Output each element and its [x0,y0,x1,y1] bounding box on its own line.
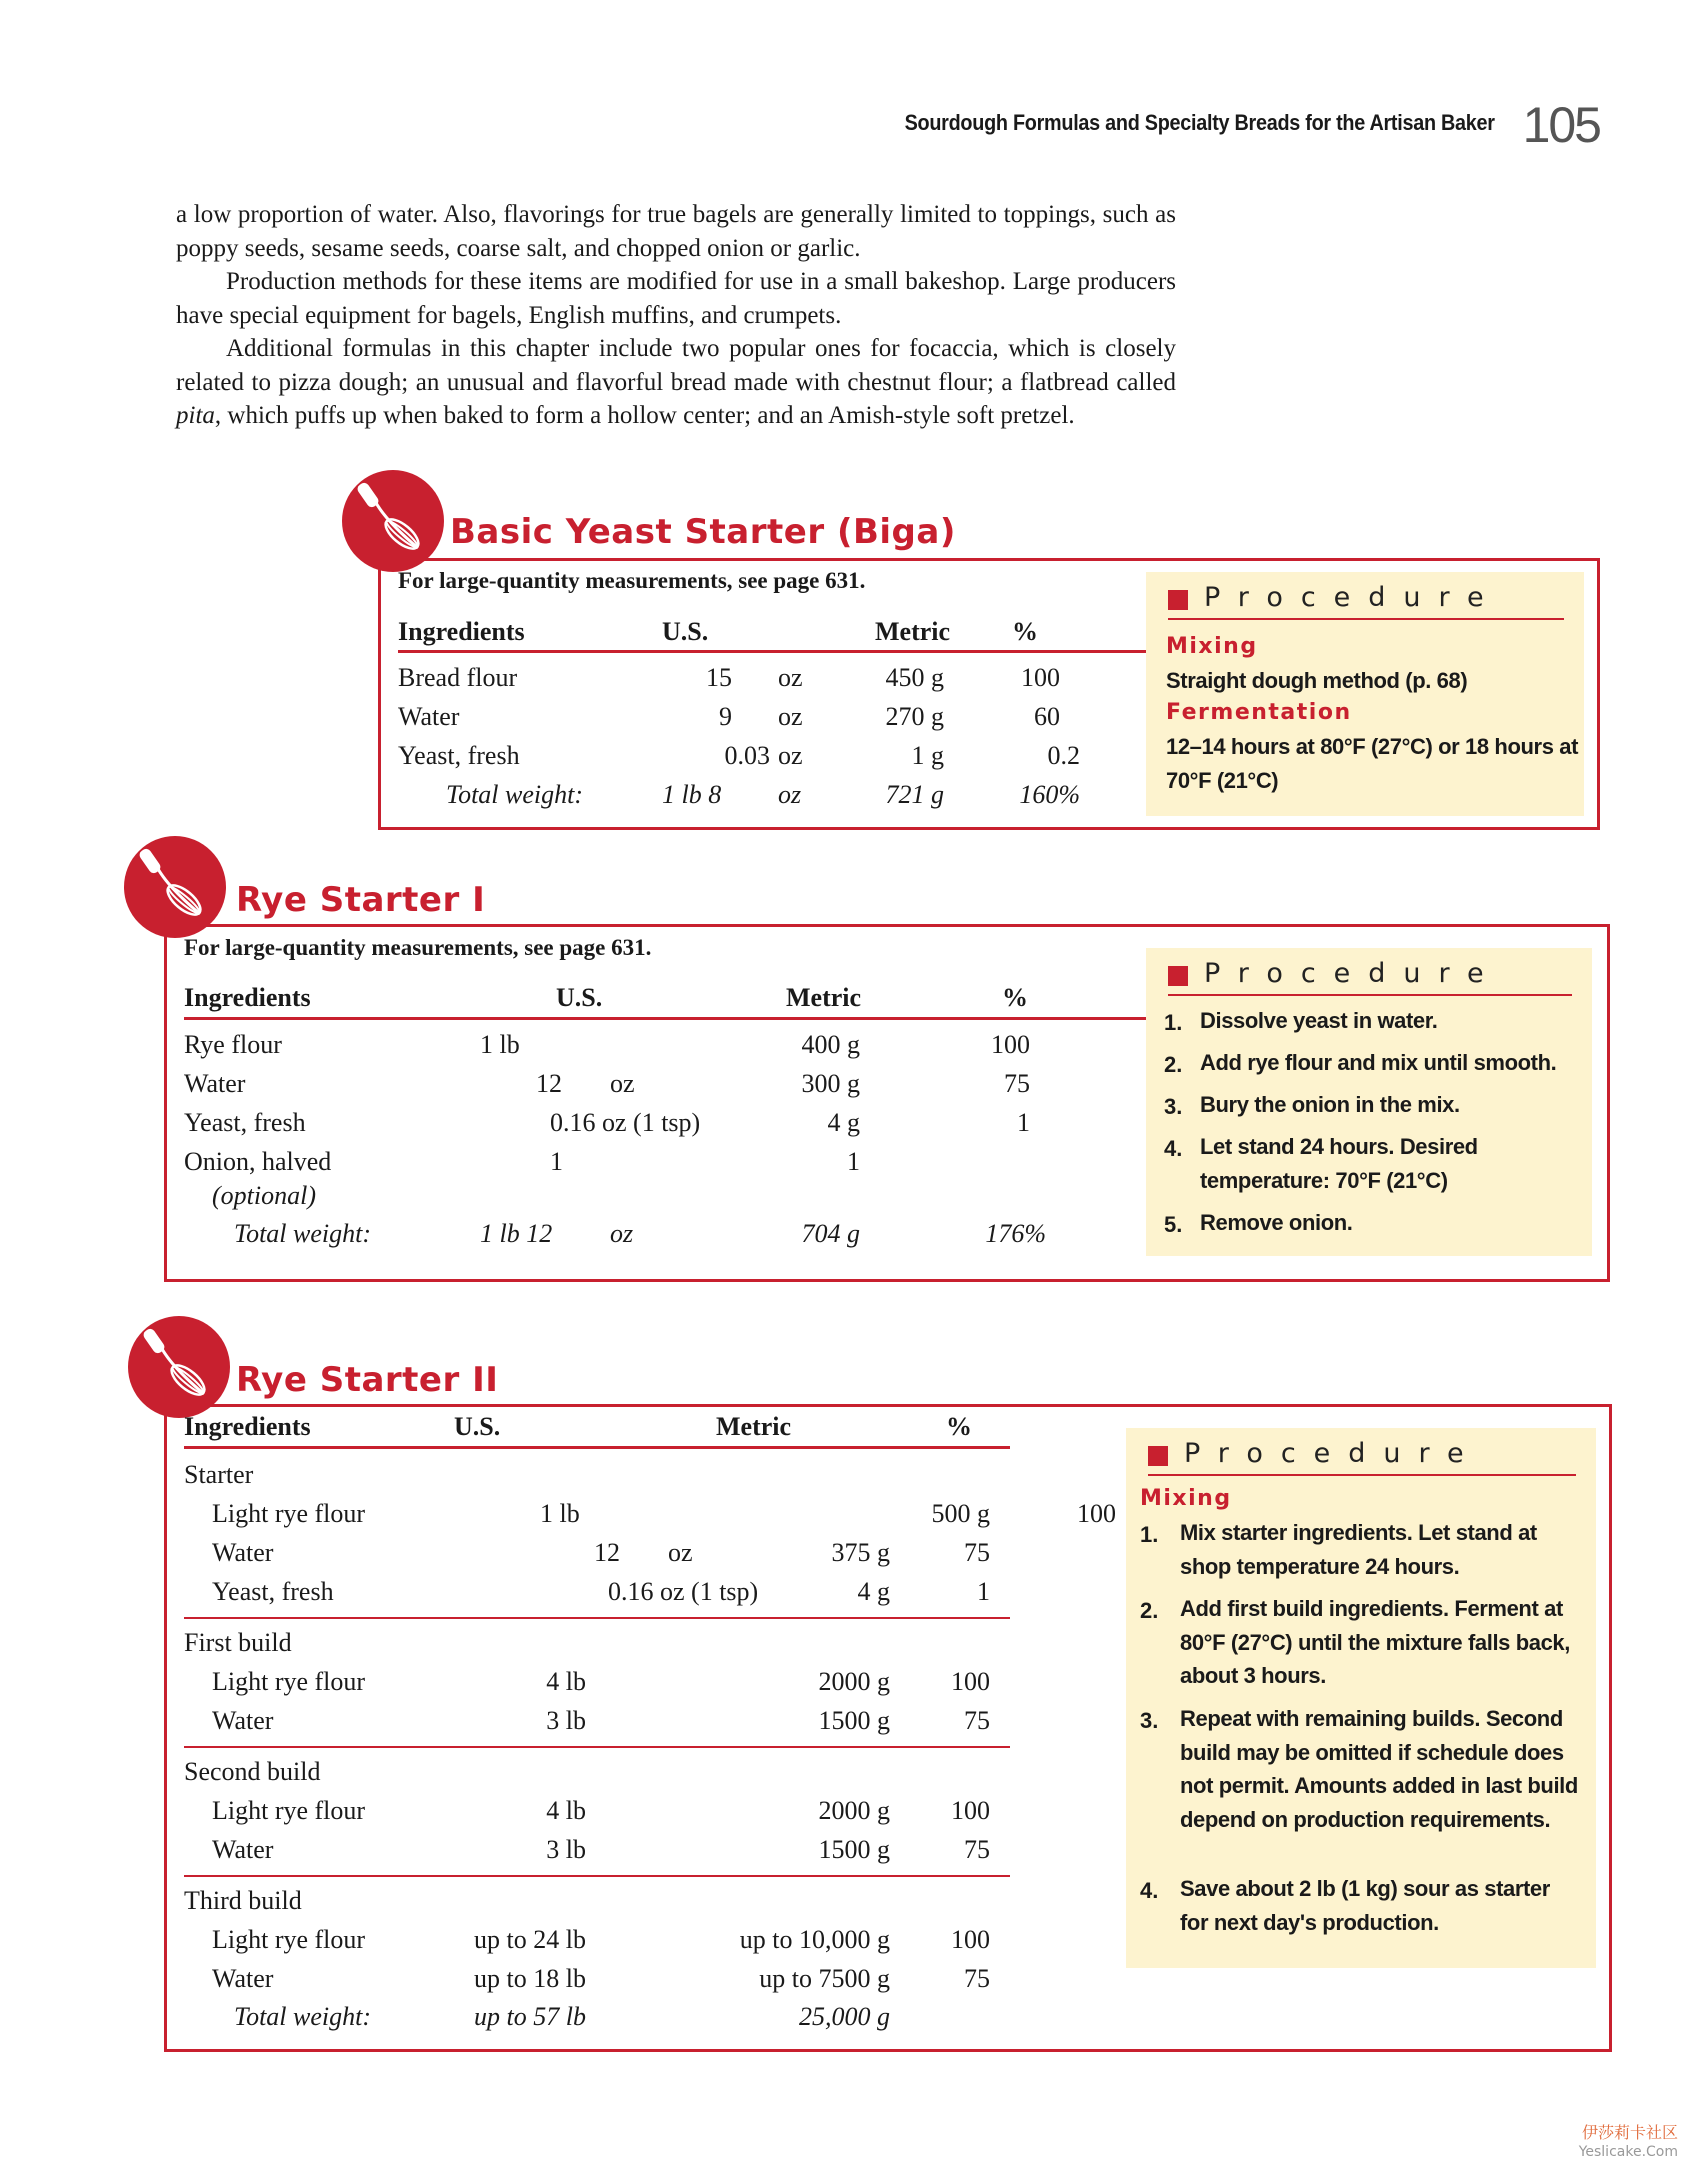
mixing-subheading: Mixing [1166,634,1258,659]
table-cell-metric: 450 g [885,663,944,692]
table-cell-unit: oz [668,1538,693,1567]
table-cell-unit: oz [778,741,803,770]
watermark-site: Yeslicake.Com [1578,2144,1678,2160]
step-text: Remove onion. [1200,1210,1353,1235]
mixing-subheading: Mixing [1140,1486,1232,1511]
table-cell-pct: 100 [991,1030,1030,1059]
table-cell-pct: 75 [1004,1069,1030,1098]
red-square-icon [1168,590,1188,610]
table-cell-metric: 2000 g [818,1796,890,1825]
optional-note: (optional) [212,1181,316,1210]
step-number: 1. [1164,1010,1183,1035]
procedure-heading [1148,1438,1576,1476]
table-row-name: Light rye flour [212,1796,366,1825]
table-row-name: Water [212,1706,274,1735]
procedure-label: Procedure [1184,1438,1482,1469]
biga-procedure-panel [1146,572,1584,816]
biga-us-header: U.S. [662,617,709,646]
biga-header-rule [398,650,1146,653]
table-cell-pct: 1 [977,1577,990,1606]
table-row-name: Yeast, fresh [184,1108,306,1137]
table-cell-us: up to 24 lb [474,1925,586,1954]
total-pct: 176% [985,1219,1046,1248]
table-cell-us: 1 [550,1147,563,1176]
table-cell-metric: 1 g [911,741,944,770]
table-row-name: Bread flour [398,663,518,692]
mixing-text: Straight dough method (p. 68) [1166,668,1468,693]
table-cell-us: 12 [594,1538,620,1567]
table-row-name: Water [398,702,460,731]
table-row-name: Light rye flour [212,1667,366,1696]
pita-emphasis: pita [176,402,215,429]
biga-metric-header: Metric [875,617,951,646]
rye2-metric-header: Metric [716,1412,792,1441]
rye1-title: Rye Starter I [236,880,486,920]
fermentation-subheading: Fermentation [1166,700,1352,725]
procedure-label: Procedure [1204,582,1502,613]
table-cell-pct: 75 [964,1964,990,1993]
watermark-cn: 伊莎莉卡社区 [1581,2123,1678,2142]
rye2-title: Rye Starter II [236,1360,499,1400]
step-text: Add rye flour and mix until smooth. [1200,1050,1557,1075]
table-cell-qty: 9 [719,702,732,731]
table-cell-metric: up to 7500 g [759,1964,890,1993]
intro-paragraph-2: Production methods for these items are modified for use in a small bakeshop. Large producers have special equipment for bagels, English muffins, and crumpets. [176,268,1176,329]
table-cell-metric: 270 g [885,702,944,731]
total-metric: 721 g [885,780,944,809]
table-cell-unit: oz [778,663,803,692]
total-qty: up to 57 lb [474,2002,586,2031]
step-number: 2. [1140,1598,1159,1623]
table-cell-us: 3 lb [546,1706,586,1735]
total-unit: oz [778,780,802,809]
table-cell-metric: 400 g [801,1030,860,1059]
total-qty: 1 lb 12 [480,1219,553,1248]
table-cell-metric: 1 [847,1147,860,1176]
table-cell-pct: 0.2 [1047,741,1080,770]
rye1-large-quantity-note: For large-quantity measurements, see page 631. [184,935,652,960]
rye2-ingredients-header: Ingredients [184,1412,311,1441]
intro-paragraph-3: Additional formulas in this chapter include two popular ones for focaccia, which is closely related to pizza dough; an unusual and flavorful bread made with chestnut flour; a flatbread called pita, which puffs up when baked to form a hollow center; and an Amish-style soft pretzel. [176,335,1176,429]
intro-paragraph-1: a low proportion of water. Also, flavorings for true bagels are generally limited to toppings, such as poppy seeds, sesame seeds, coarse salt, and chopped onion or garlic. [176,201,1176,262]
table-row-name: Rye flour [184,1030,282,1059]
step-text: Add first build ingredients. Ferment at 80°F (27°C) until the mixture falls back, about 3 hours. [1180,1596,1570,1688]
rye1-procedure-panel [1146,948,1592,1256]
biga-ingredients-header: Ingredients [398,617,525,646]
rye2-procedure-panel [1126,1428,1596,1968]
step-text: Repeat with remaining builds. Second build may be omitted if schedule does not permit. Amounts added in last build depend on production requirements. [1180,1706,1578,1832]
step-text: Dissolve yeast in water. [1200,1008,1438,1033]
table-row-name: Water [212,1538,274,1567]
rye2-header-rule [184,1446,1010,1449]
running-header [840,97,1600,160]
table-cell-pct: 100 [951,1925,990,1954]
table-row-name: Water [184,1069,246,1098]
table-cell-pct: 75 [964,1835,990,1864]
step-number: 5. [1164,1212,1183,1237]
table-cell-pct: 1 [1017,1108,1030,1137]
table-cell-unit: oz [610,1069,635,1098]
total-pct: 160% [1019,780,1080,809]
total-metric: 25,000 g [799,2002,890,2031]
table-row-name: Water [212,1835,274,1864]
group-divider [184,1617,1010,1619]
procedure-heading [1168,582,1564,620]
rye1-header-rule [184,1017,1146,1020]
table-row-name: Yeast, fresh [398,741,520,770]
rye2-pct-header: % [946,1412,972,1441]
rye1-metric-header: Metric [786,983,862,1012]
table-cell-metric: up to 10,000 g [739,1925,890,1954]
step-number: 4. [1164,1136,1183,1161]
total-qty: 1 lb 8 [662,780,722,809]
step-number: 4. [1140,1878,1159,1903]
group-label: First build [184,1628,292,1657]
table-row-name: Onion, halved [184,1147,332,1176]
table-cell-metric: 1500 g [818,1835,890,1864]
rye2-us-header: U.S. [454,1412,501,1441]
biga-pct-header: % [1012,617,1038,646]
rye1-ingredients-header: Ingredients [184,983,311,1012]
fermentation-text: 12–14 hours at 80°F (27°C) or 18 hours at 70°F (21°C) [1166,734,1579,793]
table-row-name: Yeast, fresh [212,1577,334,1606]
table-cell-us: 0.16 oz (1 tsp) [550,1108,701,1137]
group-label: Third build [184,1886,302,1915]
biga-large-quantity-note: For large-quantity measurements, see page 631. [398,568,866,593]
rye1-us-header: U.S. [556,983,603,1012]
running-header-title: Sourdough Formulas and Specialty Breads for the Artisan Baker [904,110,1495,135]
table-cell-pct: 100 [1077,1499,1116,1528]
table-cell-us: 1 lb [480,1030,520,1059]
total-unit: oz [610,1219,634,1248]
table-cell-us: up to 18 lb [474,1964,586,1993]
group-label: Starter [184,1460,254,1489]
table-cell-us: 0.16 oz (1 tsp) [608,1577,759,1606]
table-cell-us: 1 lb [540,1499,580,1528]
table-cell-us: 4 lb [546,1667,586,1696]
table-cell-pct: 75 [964,1706,990,1735]
table-cell-qty: 0.03 [724,741,770,770]
total-weight-label: Total weight: [234,1219,372,1248]
table-cell-metric: 500 g [931,1499,990,1528]
procedure-label: Procedure [1204,958,1502,989]
table-cell-us: 3 lb [546,1835,586,1864]
table-cell-pct: 100 [951,1796,990,1825]
table-cell-pct: 100 [1021,663,1060,692]
table-cell-pct: 75 [964,1538,990,1567]
step-number: 1. [1140,1522,1159,1547]
table-cell-metric: 4 g [827,1108,860,1137]
red-square-icon [1148,1446,1168,1466]
table-row-name: Light rye flour [212,1925,366,1954]
table-cell-metric: 375 g [831,1538,890,1567]
table-cell-metric: 2000 g [818,1667,890,1696]
total-weight-label: Total weight: [234,2002,372,2031]
step-text: Save about 2 lb (1 kg) sour as starter for next day's production. [1180,1876,1550,1935]
table-cell-metric: 4 g [857,1577,890,1606]
table-cell-metric: 1500 g [818,1706,890,1735]
red-square-icon [1168,966,1188,986]
intro-text [176,198,1176,433]
procedure-heading [1168,958,1572,996]
total-metric: 704 g [801,1219,860,1248]
step-number: 3. [1140,1708,1159,1733]
group-divider [184,1746,1010,1748]
table-cell-qty: 15 [706,663,732,692]
group-label: Second build [184,1757,321,1786]
page-number: 105 [1522,97,1600,153]
step-number: 3. [1164,1094,1183,1119]
step-text: Mix starter ingredients. Let stand at shop temperature 24 hours. [1180,1520,1537,1579]
table-cell-pct: 60 [1034,702,1060,731]
total-weight-label: Total weight: [446,780,584,809]
table-cell-metric: 300 g [801,1069,860,1098]
table-cell-unit: oz [778,702,803,731]
table-row-name: Water [212,1964,274,1993]
step-number: 2. [1164,1052,1183,1077]
table-cell-us: 12 [536,1069,562,1098]
step-text: Bury the onion in the mix. [1200,1092,1460,1117]
rye1-pct-header: % [1002,983,1028,1012]
table-row-name: Light rye flour [212,1499,366,1528]
table-cell-pct: 100 [951,1667,990,1696]
group-divider [184,1875,1010,1877]
step-text: Let stand 24 hours. Desired temperature: 70°F (21°C) [1200,1134,1478,1193]
biga-title: Basic Yeast Starter (Biga) [450,512,956,552]
table-cell-us: 4 lb [546,1796,586,1825]
